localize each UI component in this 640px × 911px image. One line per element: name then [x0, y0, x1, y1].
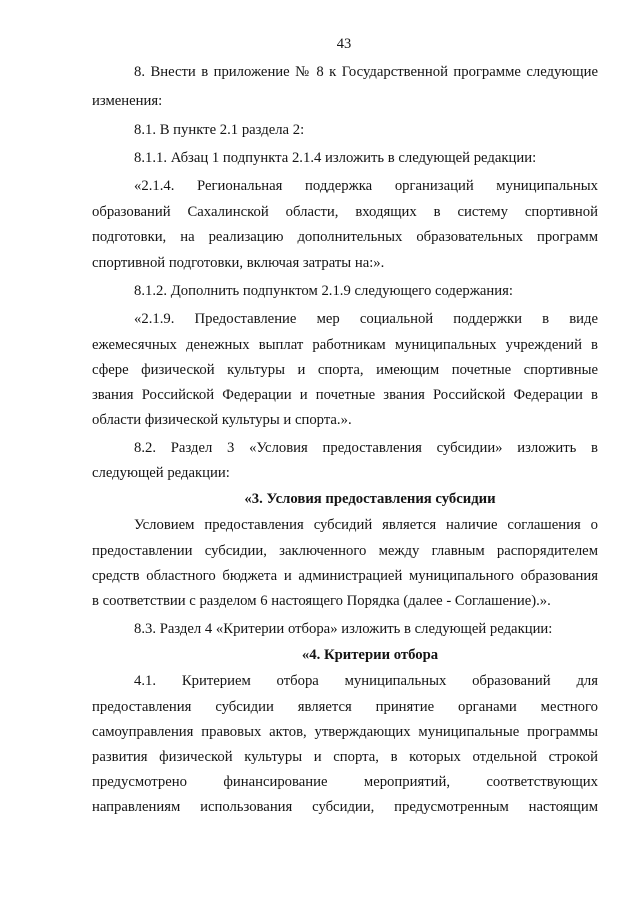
- text-line: Условием предоставления субсидий является наличие соглашения о: [134, 517, 598, 533]
- text-line: развития физической культуры и спорта, в которых отдельной строкой: [92, 749, 598, 765]
- text-line: предусмотрено финансирование мероприятий, соответствующих: [92, 774, 598, 790]
- text-line: спортивной подготовки, включая затраты на:».: [92, 255, 385, 271]
- text-line: 8. Внести в приложение № 8 к Государственной программе следующие: [134, 64, 598, 80]
- text-line: следующей редакции:: [92, 465, 230, 481]
- text-line: предоставления субсидии является принятие органами местного: [92, 699, 598, 715]
- page-number: 43: [336, 36, 352, 52]
- text-line: 8.1.1. Абзац 1 подпункта 2.1.4 изложить в следующей редакции:: [134, 150, 537, 166]
- text-line: «2.1.9. Предоставление мер социальной поддержки в виде: [134, 311, 598, 327]
- text-line: звания Российской Федерации и почетные звания Российской Федерации в: [92, 387, 598, 403]
- text-line: области физической культуры и спорта.».: [92, 412, 352, 428]
- text-line: 8.1. В пункте 2.1 раздела 2:: [134, 122, 305, 138]
- text-line: в соответствии с разделом 6 настоящего Порядка (далее - Соглашение).».: [92, 593, 551, 609]
- text-line: образований Сахалинской области, входящих в систему спортивной: [92, 204, 598, 220]
- text-line: 8.1.2. Дополнить подпунктом 2.1.9 следующего содержания:: [134, 283, 513, 299]
- text-line: направлениям использования субсидии, предусмотренным настоящим: [92, 799, 598, 815]
- text-line: подготовки, на реализацию дополнительных образовательных программ: [92, 229, 598, 245]
- text-line: «2.1.4. Региональная поддержка организаций муниципальных: [134, 178, 598, 194]
- text-line: 8.2. Раздел 3 «Условия предоставления субсидии» изложить в: [134, 440, 598, 456]
- text-line: самоуправления правовых актов, утверждающих муниципальные программы: [92, 724, 598, 740]
- text-line: средств областного бюджета и администрацией муниципального образования: [92, 568, 598, 584]
- text-line: сфере физической культуры и спорта, имеющим почетные спортивные: [92, 362, 598, 378]
- section-heading: «4. Критерии отбора: [301, 647, 439, 663]
- text-line: изменения:: [92, 93, 163, 109]
- text-line: 8.3. Раздел 4 «Критерии отбора» изложить в следующей редакции:: [134, 621, 553, 637]
- text-line: предоставлении субсидии, заключенного между главным распорядителем: [92, 543, 598, 559]
- section-heading: «3. Условия предоставления субсидии: [244, 491, 496, 507]
- text-line: ежемесячных денежных выплат работникам муниципальных учреждений в: [92, 337, 598, 353]
- text-line: 4.1. Критерием отбора муниципальных образований для: [134, 673, 598, 689]
